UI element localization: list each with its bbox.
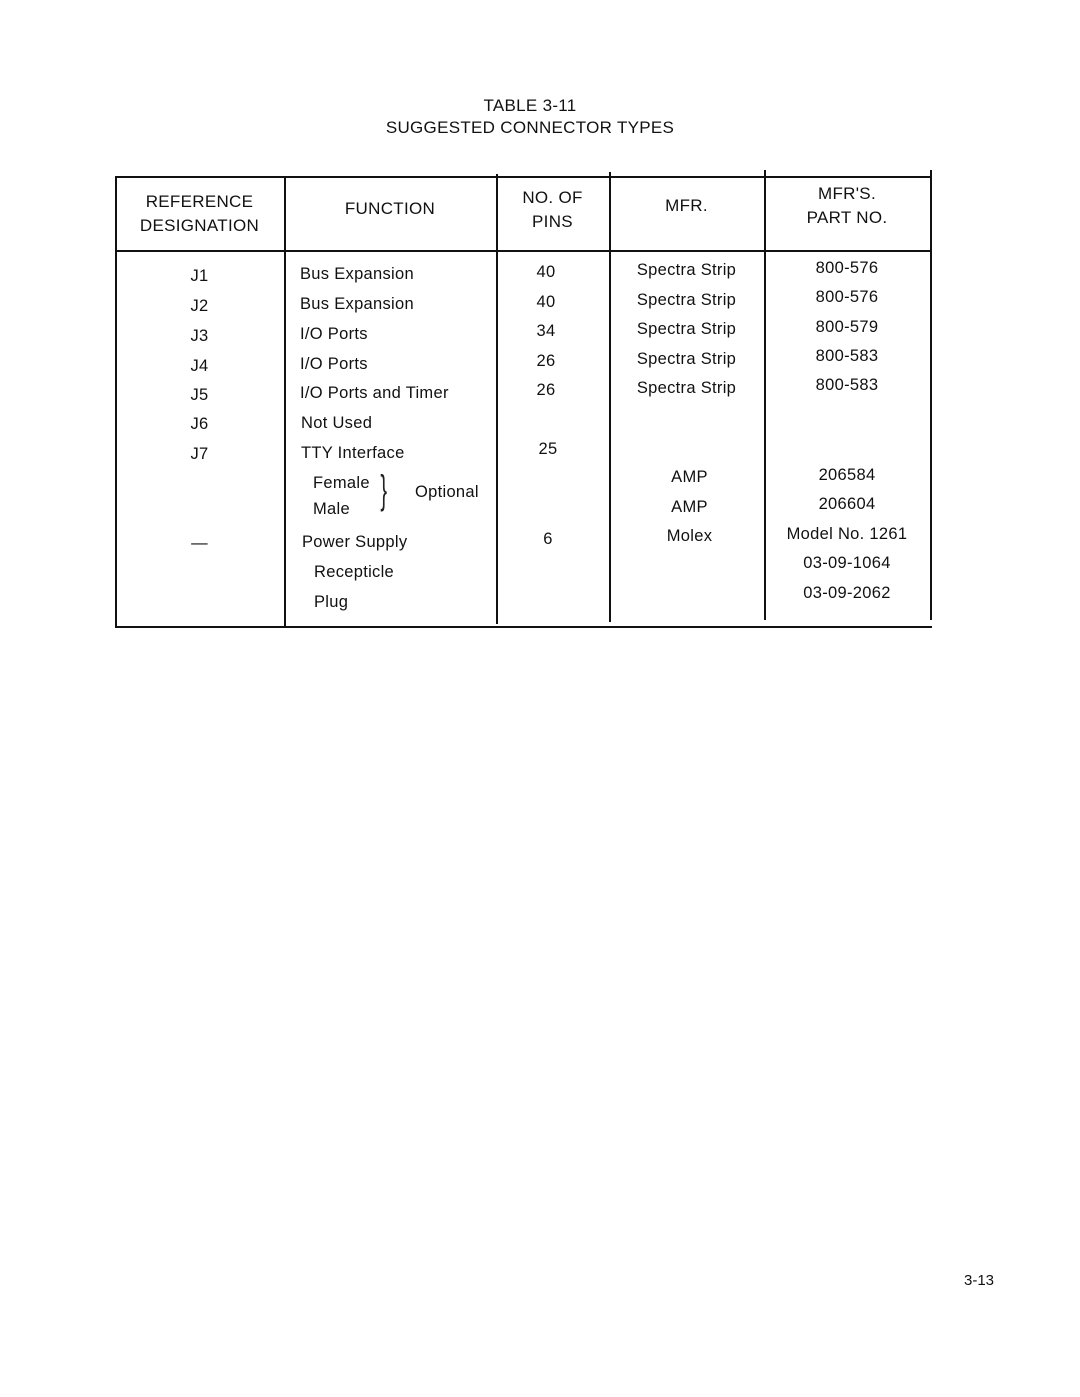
pins-j4: 26 — [536, 352, 556, 370]
function-recepticle: Recepticle — [314, 563, 395, 581]
header-mfr: MFR. — [665, 196, 708, 215]
header-reference-designation: REFERENCE DESIGNATION — [139, 192, 260, 235]
ref-power-supply: — — [191, 534, 208, 552]
pins-power-supply: 6 — [543, 530, 553, 548]
pins-j5: 26 — [536, 381, 556, 399]
table-number: TABLE 3-11 — [483, 96, 577, 115]
pins-j2: 40 — [536, 293, 556, 311]
function-j7: TTY Interface — [301, 444, 405, 462]
table-bottom-border — [115, 626, 932, 628]
part-recepticle: 03-09-1064 — [803, 554, 891, 572]
part-j1: 800-576 — [815, 259, 879, 277]
column-divider-4 — [764, 170, 766, 620]
brace-icon: } — [380, 468, 388, 512]
pins-j3: 34 — [536, 322, 556, 340]
part-male: 206604 — [818, 495, 876, 513]
function-female: Female — [313, 474, 370, 492]
function-j1: Bus Expansion — [300, 265, 414, 283]
function-male: Male — [313, 500, 350, 518]
ref-j3: J3 — [190, 327, 209, 345]
mfr-j3: Spectra Strip — [636, 320, 737, 338]
table-top-border — [115, 176, 932, 178]
part-j5: 800-583 — [815, 376, 879, 394]
header-function: FUNCTION — [344, 199, 436, 218]
header-no-of-pins: NO. OF PINS — [522, 188, 583, 231]
mfr-male: AMP — [671, 498, 708, 516]
ref-j7: J7 — [190, 445, 209, 463]
mfr-female: AMP — [671, 468, 708, 486]
ref-j6: J6 — [190, 415, 209, 433]
mfr-power-supply: Molex — [666, 527, 713, 545]
column-divider-1 — [284, 176, 286, 626]
pins-j1: 40 — [536, 263, 556, 281]
function-power-supply: Power Supply — [302, 533, 408, 551]
ref-j4: J4 — [190, 357, 209, 375]
part-j2: 800-576 — [815, 288, 879, 306]
table-title: SUGGESTED CONNECTOR TYPES — [385, 118, 675, 137]
part-female: 206584 — [818, 466, 876, 484]
table-header-divider — [115, 250, 932, 252]
part-j4: 800-583 — [815, 347, 879, 365]
mfr-j2: Spectra Strip — [636, 291, 737, 309]
ref-j2: J2 — [190, 297, 209, 315]
mfr-j4: Spectra Strip — [636, 350, 737, 368]
part-plug: 03-09-2062 — [803, 584, 891, 602]
function-j2: Bus Expansion — [300, 295, 414, 313]
mfr-j5: Spectra Strip — [636, 379, 737, 397]
function-plug: Plug — [314, 593, 349, 611]
page-number: 3-13 — [964, 1272, 995, 1289]
part-power-supply: Model No. 1261 — [786, 525, 908, 543]
part-j3: 800-579 — [815, 318, 879, 336]
mfr-j1: Spectra Strip — [636, 261, 737, 279]
header-mfr-part-no: MFR'S. PART NO. — [806, 184, 888, 227]
ref-j1: J1 — [190, 267, 209, 285]
connector-table — [115, 170, 932, 626]
function-j5: I/O Ports and Timer — [300, 384, 449, 402]
pins-j7: 25 — [538, 440, 558, 458]
table-right-border — [930, 170, 932, 620]
function-j4: I/O Ports — [300, 355, 368, 373]
ref-j5: J5 — [190, 386, 209, 404]
function-optional-label: Optional — [415, 483, 479, 501]
function-j6: Not Used — [301, 414, 373, 432]
function-j3: I/O Ports — [300, 325, 368, 343]
